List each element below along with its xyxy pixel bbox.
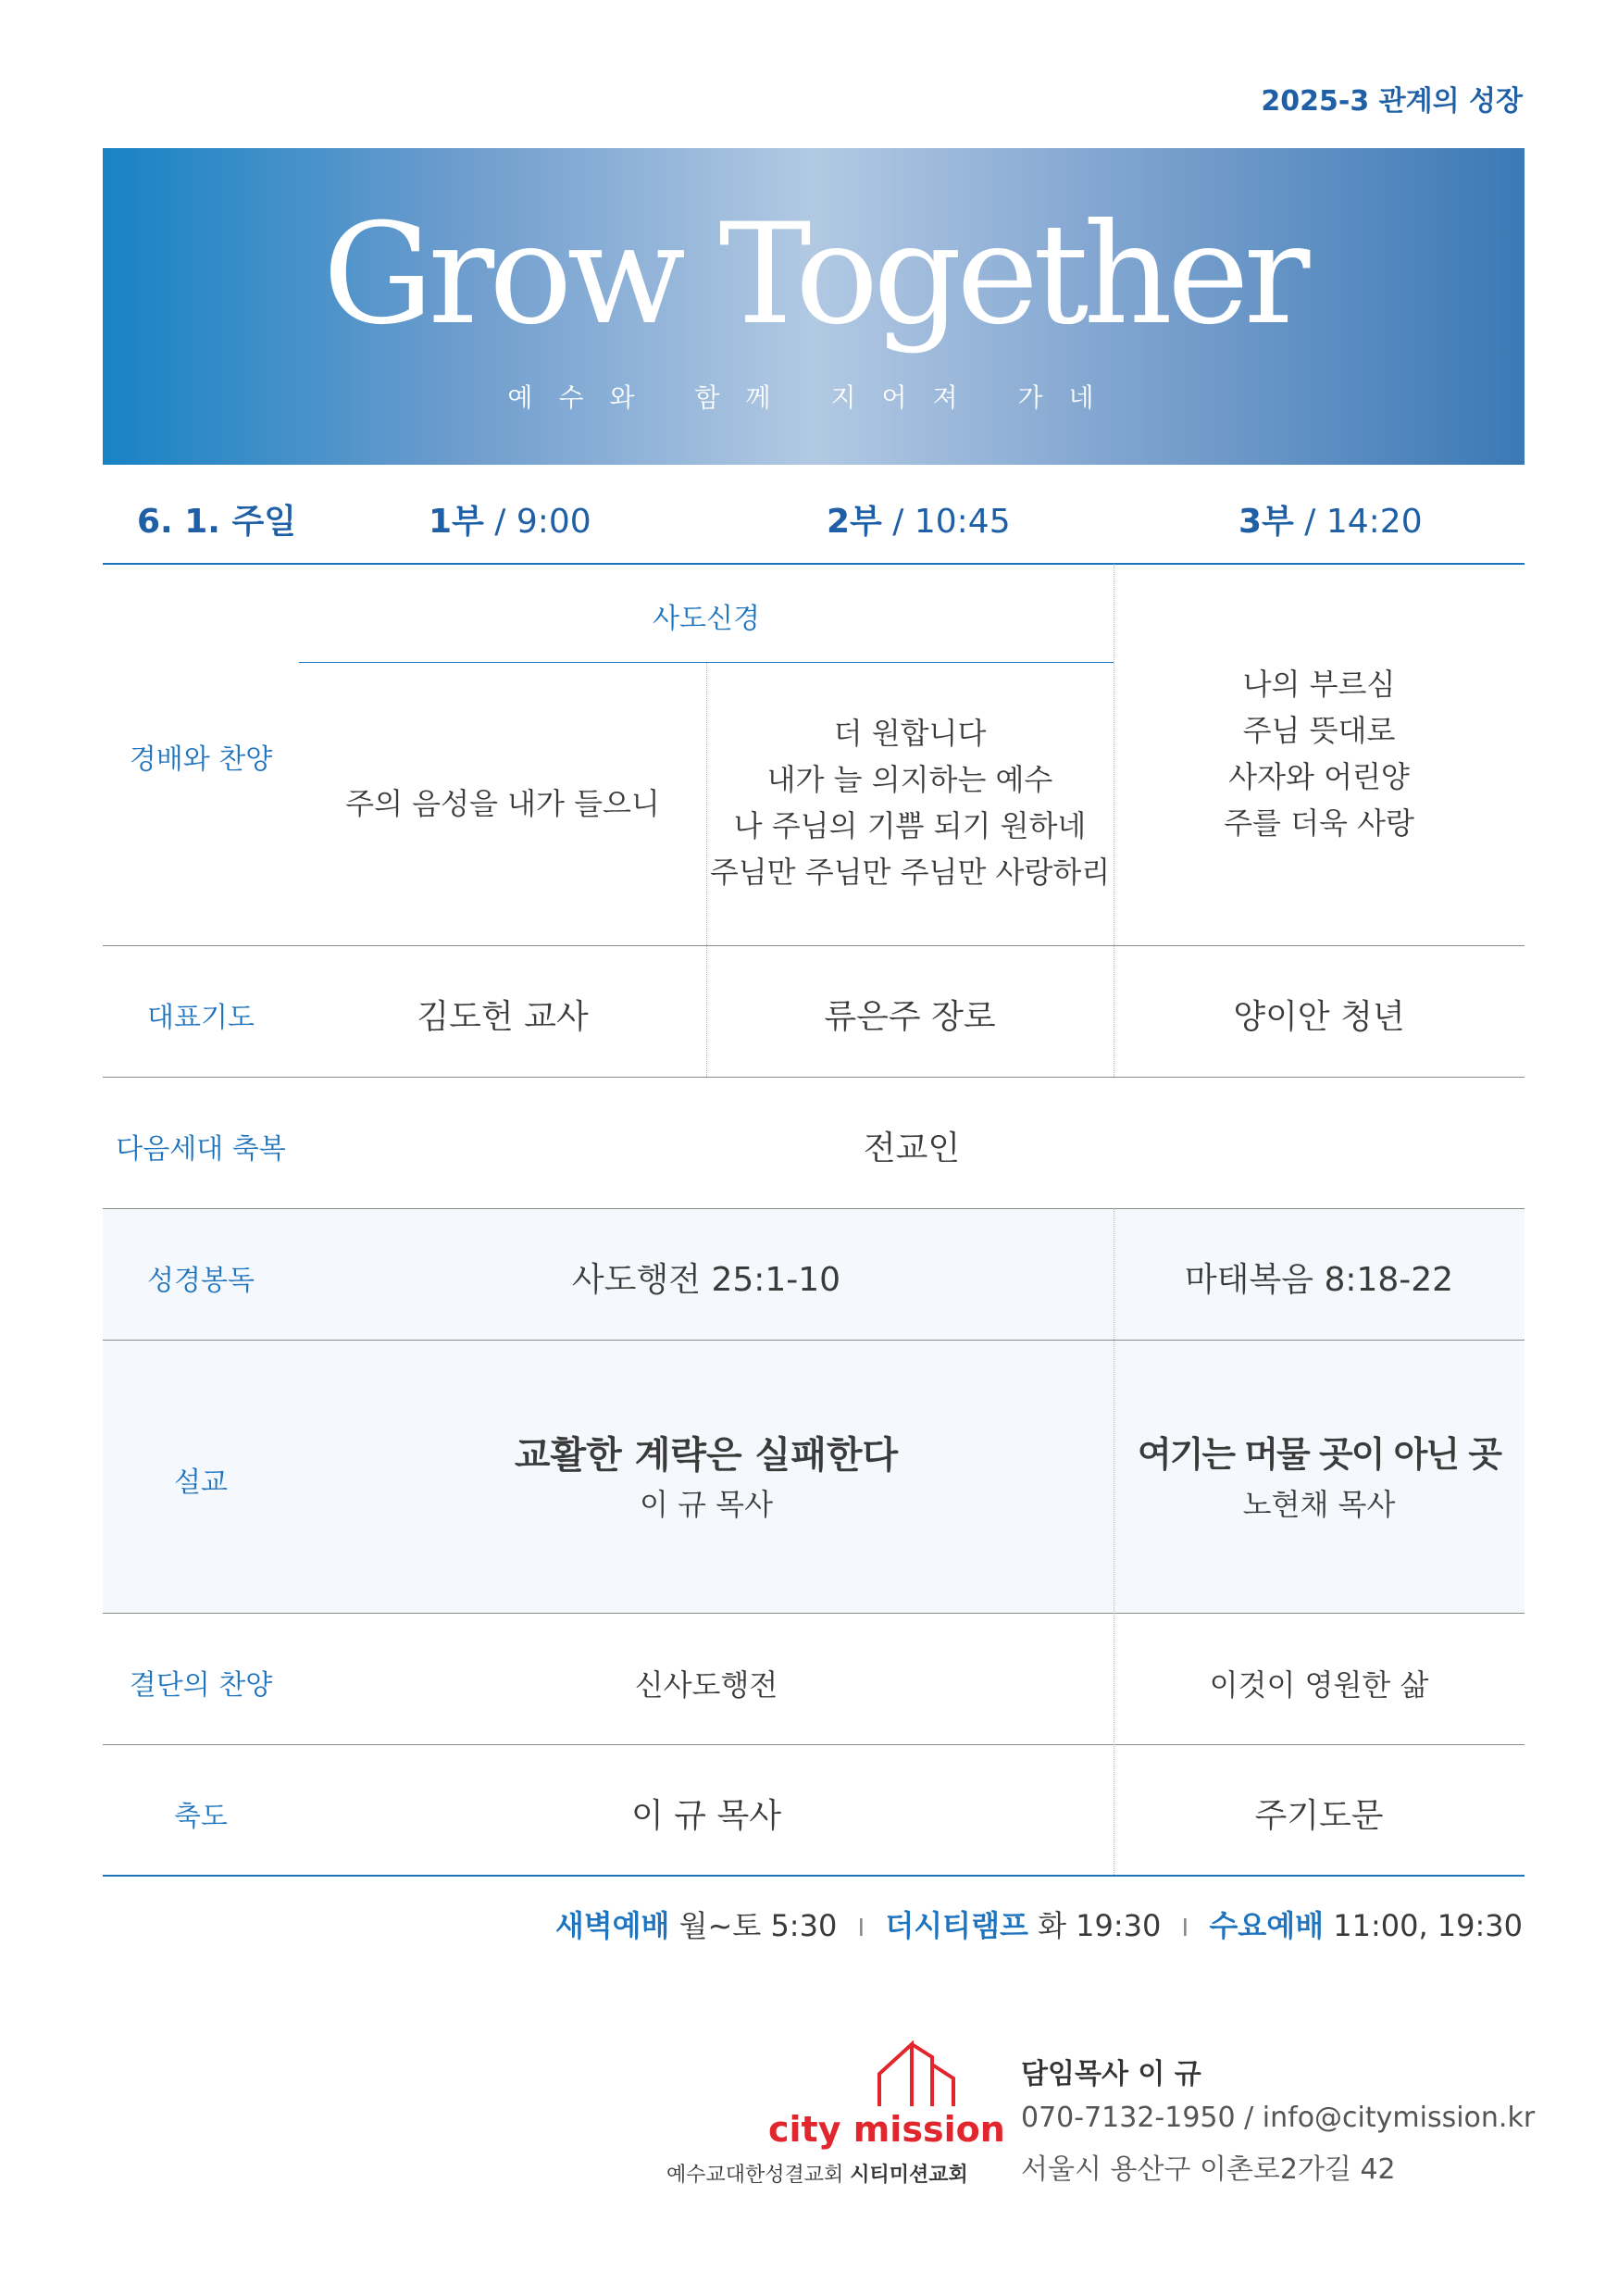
label-prayer: 대표기도 <box>147 1002 255 1034</box>
weekly-service-name: 수요예배 <box>1209 1908 1325 1943</box>
worship-s1-song: 주의 음성을 내가 들으니 <box>345 786 660 821</box>
weekly-services <box>555 1903 1523 1945</box>
song-item: 주를 더욱 사랑 <box>1224 805 1414 841</box>
church-logo-text: city mission <box>768 2109 1005 2150</box>
reading-s12: 사도행전 25:1-10 <box>571 1261 841 1299</box>
label-reading: 성경봉독 <box>147 1265 255 1297</box>
row-divider <box>103 1613 1525 1614</box>
sermon-s3-title: 여기는 머물 곳이 아닌 곳 <box>1138 1434 1500 1475</box>
blessing-all: 전교인 <box>863 1129 961 1167</box>
reading-s3: 마태복음 8:18-22 <box>1184 1261 1454 1299</box>
weekly-service-time: 월~토 5:30 <box>678 1908 838 1943</box>
separator: I <box>857 1915 865 1942</box>
banner <box>103 148 1525 465</box>
row-divider <box>103 1077 1525 1078</box>
separator: I <box>1181 1915 1189 1942</box>
label-sermon: 설교 <box>174 1466 228 1499</box>
pastor: 담임목사 이 규 <box>1021 2058 1201 2090</box>
prayer-s1: 김도헌 교사 <box>417 998 589 1036</box>
sermon-s12-preacher: 이 규 목사 <box>640 1487 773 1522</box>
service-3-time: / 14:20 <box>1304 503 1423 541</box>
service-2-name: 2부 <box>827 503 882 541</box>
weekly-service-name: 더시티램프 <box>885 1908 1028 1943</box>
song-item: 주님 뜻대로 <box>1242 713 1396 748</box>
weekly-service-name: 새벽예배 <box>554 1908 670 1943</box>
benediction-s3: 주기도문 <box>1254 1797 1384 1835</box>
sermon-s12-title: 교활한 계략은 실패한다 <box>514 1434 899 1477</box>
prayer-s2: 류은주 장로 <box>824 998 996 1036</box>
contact: 070-7132-1950 / info@citymission.kr <box>1021 2102 1536 2134</box>
song-item: 나 주님의 기쁨 되기 원하네 <box>733 808 1087 843</box>
church-name-line <box>666 2159 968 2188</box>
creed: 사도신경 <box>653 603 760 635</box>
service-1-time: / 9:00 <box>494 503 591 541</box>
response-s12: 신사도행전 <box>634 1667 778 1703</box>
table-bottom-line <box>103 1875 1525 1877</box>
response-s3: 이것이 영원한 삶 <box>1209 1667 1429 1703</box>
benediction-s12: 이 규 목사 <box>631 1797 781 1835</box>
label-benediction: 축도 <box>174 1801 228 1833</box>
weekly-service-time: 화 19:30 <box>1038 1908 1162 1943</box>
sermon-s3-preacher: 노현채 목사 <box>1242 1487 1396 1522</box>
song-item: 사자와 어린양 <box>1228 759 1410 794</box>
row-divider <box>103 1340 1525 1341</box>
label-worship: 경배와 찬양 <box>129 743 273 776</box>
church-logo-icon <box>875 2037 963 2111</box>
song-item: 주님만 주님만 주님만 사랑하리 <box>709 855 1111 890</box>
service-1-name: 1부 <box>429 503 484 541</box>
church-name: 시티미션교회 <box>850 2164 968 2187</box>
table-top-line <box>103 563 1525 565</box>
song-item: 내가 늘 의지하는 예수 <box>766 762 1053 797</box>
prayer-s3: 양이안 청년 <box>1233 998 1405 1036</box>
service-1-header <box>429 495 591 543</box>
song-item: 나의 부르심 <box>1242 667 1396 702</box>
row-divider <box>103 1744 1525 1745</box>
service-date: 6. 1. 주일 <box>137 503 297 541</box>
label-blessing: 다음세대 축복 <box>116 1133 286 1166</box>
address: 서울시 용산구 이촌로2가길 42 <box>1021 2153 1396 2186</box>
row-divider <box>103 1208 1525 1209</box>
service-2-header <box>827 495 1011 543</box>
banner-title: Grow Together <box>322 194 1305 356</box>
worship-s2-songs <box>706 710 1114 895</box>
service-3-name: 3부 <box>1238 503 1294 541</box>
worship-s3-songs <box>1114 661 1525 846</box>
service-2-time: / 10:45 <box>892 503 1011 541</box>
weekly-service-time: 11:00, 19:30 <box>1333 1908 1523 1943</box>
service-3-header <box>1238 495 1423 543</box>
row-divider <box>103 945 1525 946</box>
series-tag: 2025-3 관계의 성장 <box>1261 85 1523 118</box>
song-item: 더 원합니다 <box>833 716 987 751</box>
label-response: 결단의 찬양 <box>129 1669 273 1702</box>
denomination: 예수교대한성결교회 <box>666 2164 844 2187</box>
banner-subtitle: 예수와 함께 지어져 가네 <box>507 382 1120 413</box>
